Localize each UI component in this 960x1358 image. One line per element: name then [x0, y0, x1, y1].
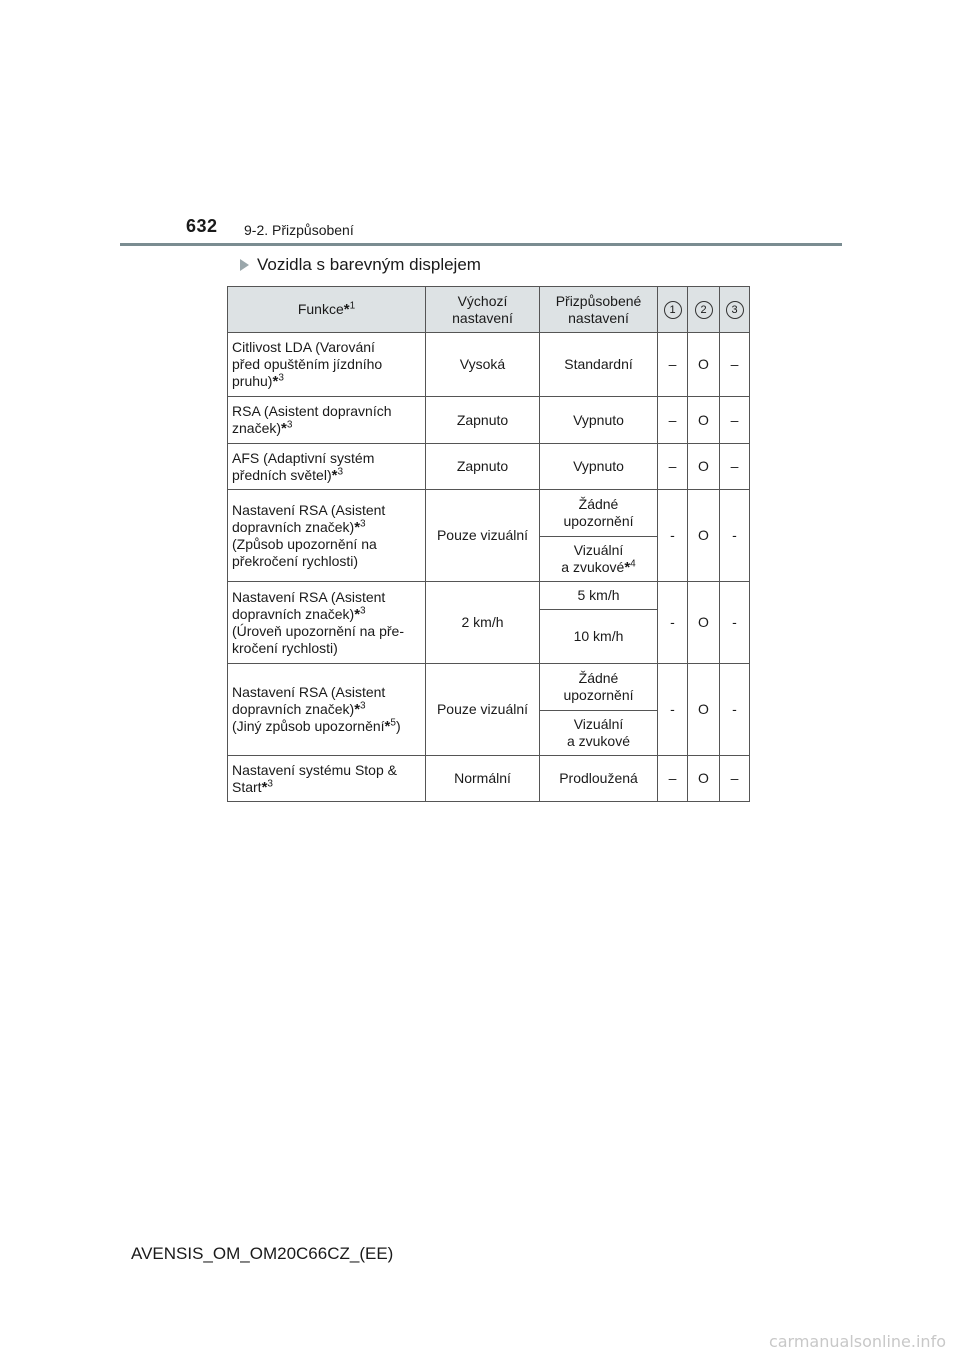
custom-cell: Vypnuto	[540, 444, 658, 490]
col3-cell: -	[720, 664, 750, 756]
default-cell: Normální	[426, 756, 540, 802]
function-cell: Citlivost LDA (Varování před opuštěním jízdního pruhu)*$^3$	[228, 333, 426, 397]
function-cell: AFS (Adaptivní systém předních světel)*$^3$	[228, 444, 426, 490]
function-cell: Nastavení RSA (Asistent dopravních značek)*$^3$ (Způsob upozornění na překročení rychlosti)	[228, 490, 426, 582]
triangle-bullet-icon	[240, 259, 249, 271]
header-function: Funkce*$^1$	[228, 287, 426, 333]
header-col-2	[688, 287, 720, 333]
header-divider	[120, 243, 842, 246]
col3-cell: –	[720, 756, 750, 802]
col1-cell: -	[658, 582, 688, 664]
custom-cell-b: Vizuální a zvukové*$^4$	[540, 537, 658, 582]
settings-table	[227, 286, 750, 802]
default-cell: Pouze vizuální	[426, 490, 540, 582]
default-cell: Zapnuto	[426, 397, 540, 444]
col3-cell: –	[720, 333, 750, 397]
default-cell: 2 km/h	[426, 582, 540, 664]
custom-cell-a: Žádné upozornění	[540, 490, 658, 537]
col2-cell: O	[688, 582, 720, 664]
custom-cell-a: Žádné upozornění	[540, 664, 658, 711]
function-cell: Nastavení RSA (Asistent dopravních značek)*$^3$ (Jiný způsob upozornění*$^5$)	[228, 664, 426, 756]
header-default: Výchozí nastavení	[426, 287, 540, 333]
col2-cell: O	[688, 756, 720, 802]
custom-cell: Vypnuto	[540, 397, 658, 444]
circled-number-1-icon: 1	[664, 301, 682, 319]
header-col-1	[658, 287, 688, 333]
table-row	[228, 333, 750, 397]
col2-cell: O	[688, 664, 720, 756]
page-number: 632	[186, 216, 218, 236]
table-row	[228, 397, 750, 444]
function-cell: Nastavení systému Stop & Start*$^3$	[228, 756, 426, 802]
custom-cell: Prodloužená	[540, 756, 658, 802]
col1-cell: -	[658, 664, 688, 756]
custom-cell-b: 10 km/h	[540, 610, 658, 664]
custom-cell: Standardní	[540, 333, 658, 397]
header-col-3	[720, 287, 750, 333]
col3-cell: -	[720, 582, 750, 664]
circled-number-3-icon: 3	[726, 301, 744, 319]
custom-cell-a: 5 km/h	[540, 582, 658, 610]
circled-number-2-icon: 2	[695, 301, 713, 319]
table-row	[228, 444, 750, 490]
subheading-text: Vozidla s barevným displejem	[257, 255, 481, 274]
table-row	[228, 756, 750, 802]
col3-cell: –	[720, 397, 750, 444]
default-cell: Vysoká	[426, 333, 540, 397]
function-cell: Nastavení RSA (Asistent dopravních značek)*$^3$ (Úroveň upozornění na pře- kročení rychlosti)	[228, 582, 426, 664]
table-row	[228, 582, 750, 610]
col3-cell: –	[720, 444, 750, 490]
watermark: carmanualsonline.info	[768, 1332, 946, 1351]
table-row	[228, 490, 750, 537]
subheading	[240, 255, 481, 275]
col1-cell: –	[658, 397, 688, 444]
section-title: 9-2. Přizpůsobení	[244, 222, 354, 238]
default-cell: Pouze vizuální	[426, 664, 540, 756]
col2-cell: O	[688, 490, 720, 582]
custom-cell-b: Vizuální a zvukové	[540, 711, 658, 756]
table-header-row	[228, 287, 750, 333]
header-custom: Přizpůsobené nastavení	[540, 287, 658, 333]
default-cell: Zapnuto	[426, 444, 540, 490]
function-cell: RSA (Asistent dopravních značek)*$^3$	[228, 397, 426, 444]
col2-cell: O	[688, 444, 720, 490]
col2-cell: O	[688, 397, 720, 444]
document-code: AVENSIS_OM_OM20C66CZ_(EE)	[131, 1244, 394, 1263]
col1-cell: –	[658, 756, 688, 802]
col3-cell: -	[720, 490, 750, 582]
col1-cell: –	[658, 444, 688, 490]
col2-cell: O	[688, 333, 720, 397]
col1-cell: –	[658, 333, 688, 397]
table-row	[228, 664, 750, 711]
col1-cell: -	[658, 490, 688, 582]
